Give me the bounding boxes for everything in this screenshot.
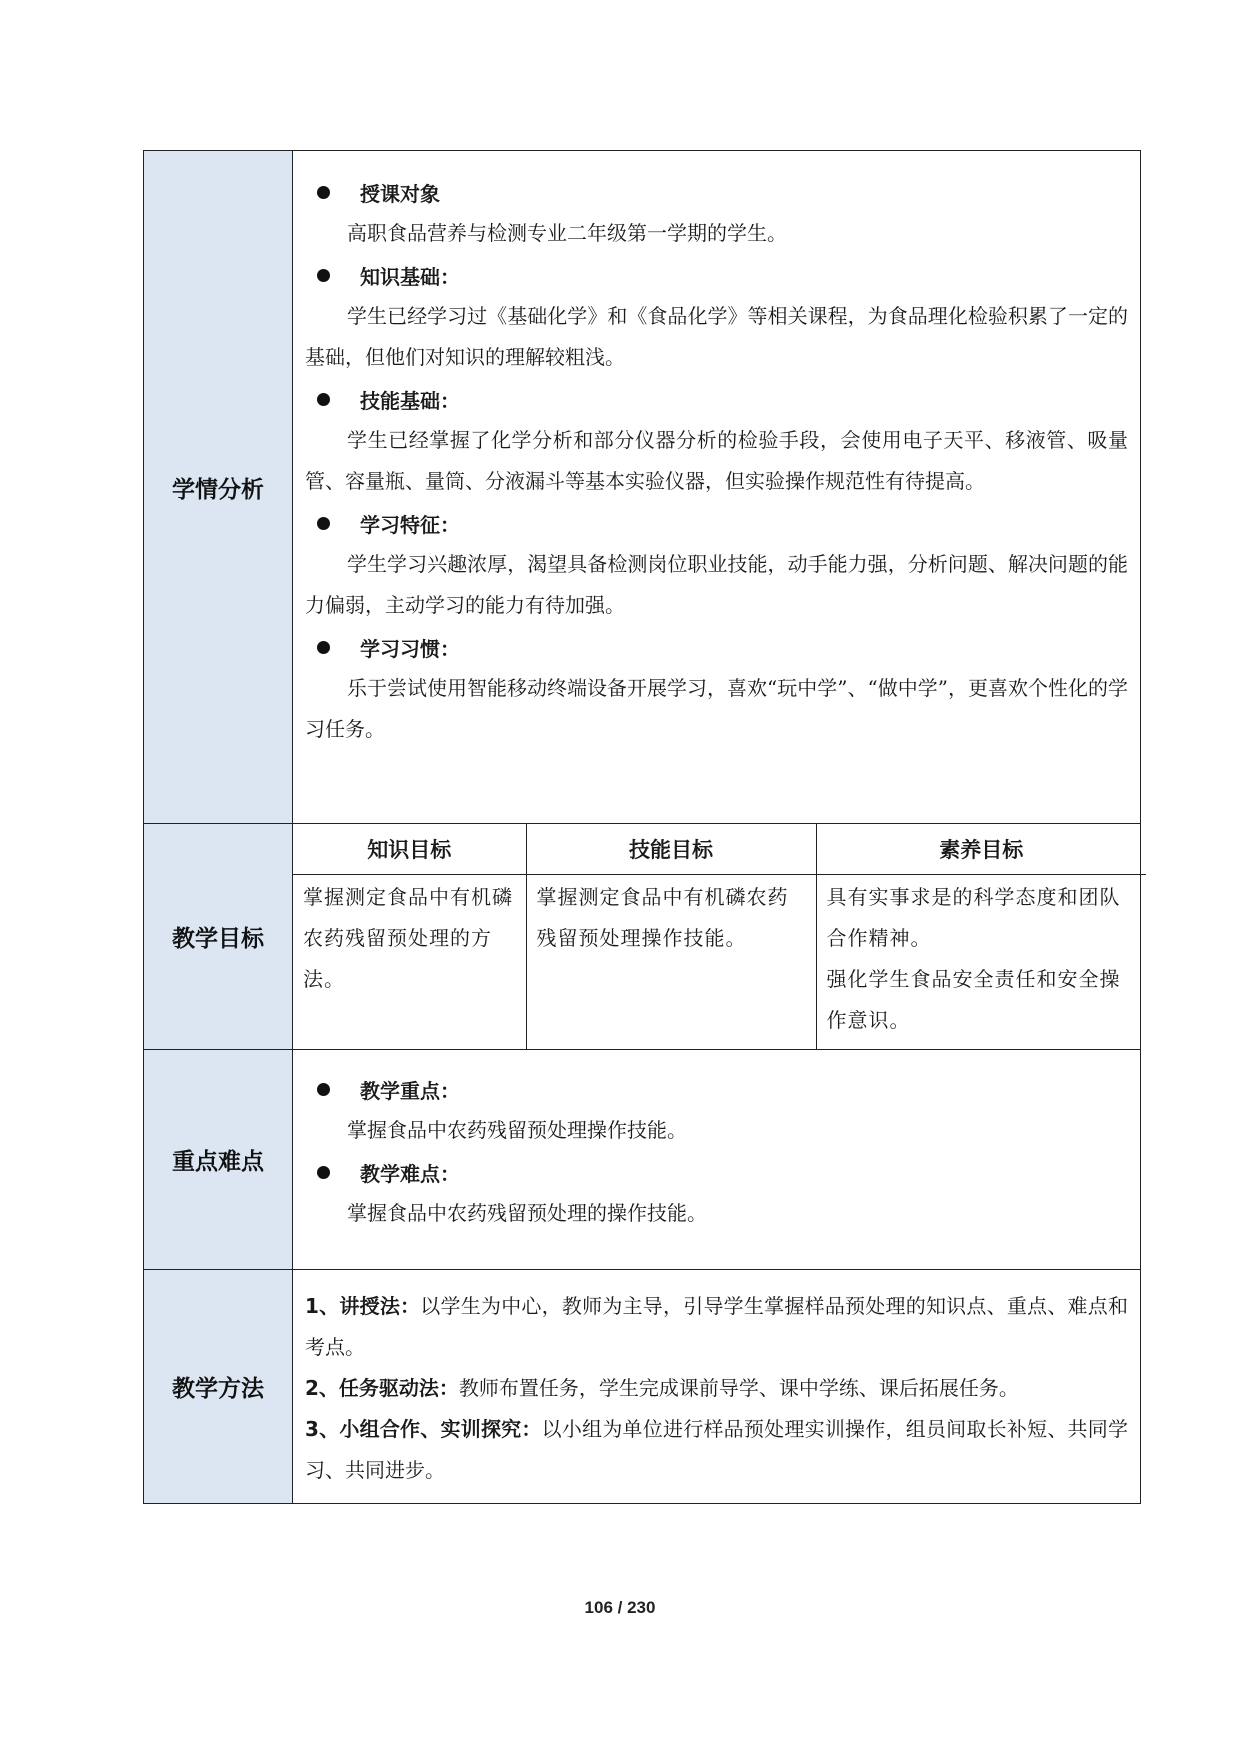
method-desc: 以学生为中心，教师为主导，引导学生掌握样品预处理的知识点、重点、难点和考点。: [305, 1294, 1128, 1359]
bullet-title: 学习习惯：: [360, 636, 460, 661]
bullet-item: [305, 1151, 1128, 1193]
bullet-item: [305, 171, 1128, 213]
skill-goal-cell: 掌握测定食品中有机磷农药残留预处理操作技能。: [526, 875, 816, 1050]
knowledge-goal-cell: 掌握测定食品中有机磷农药残留预处理的方法。: [293, 875, 526, 1050]
keypoints-label: 重点难点: [144, 1050, 293, 1270]
method-name: 1、讲授法：: [305, 1294, 421, 1318]
method-name: 2、任务驱动法：: [305, 1376, 459, 1400]
paragraph: 学生已经学习过《基础化学》和《食品化学》等相关课程，为食品理化检验积累了一定的基础，但他们对知识的理解较粗浅。: [305, 304, 1128, 369]
bullet-item: [305, 1068, 1128, 1110]
methods-row: [144, 1270, 1141, 1504]
method-desc: 以小组为单位进行样品预处理实训操作，组员间取长补短、共同学习、共同进步。: [305, 1417, 1128, 1482]
quality-goal-cell: [816, 875, 1146, 1050]
bullet-item: [305, 254, 1128, 296]
methods-label: 教学方法: [144, 1270, 293, 1504]
bullet-icon: [317, 269, 330, 282]
quality-goal-line: 具有实事求是的科学态度和团队合作精神。: [826, 885, 1121, 950]
methods-content: [293, 1270, 1141, 1504]
bullet-item: [305, 502, 1128, 544]
quality-goal-line: 强化学生食品安全责任和安全操作意识。: [826, 967, 1121, 1032]
bullet-item: [305, 626, 1128, 668]
method-item: [305, 1368, 1128, 1409]
method-item: [305, 1409, 1128, 1491]
bullet-icon: [317, 517, 330, 530]
bullet-title: 教学重点：: [360, 1078, 460, 1103]
paragraph: 掌握食品中农药残留预处理操作技能。: [347, 1118, 687, 1142]
bullet-title: 授课对象: [360, 181, 440, 206]
paragraph: 掌握食品中农药残留预处理的操作技能。: [347, 1201, 707, 1225]
knowledge-goal-header: 知识目标: [293, 824, 526, 875]
bullet-icon: [317, 393, 330, 406]
goals-label: 教学目标: [144, 824, 293, 1050]
analysis-row: [144, 151, 1141, 824]
paragraph: 学生已经掌握了化学分析和部分仪器分析的检验手段，会使用电子天平、移液管、吸量管、容量瓶、量筒、分液漏斗等基本实验仪器，但实验操作规范性有待提高。: [305, 428, 1128, 493]
bullet-title: 教学难点：: [360, 1161, 460, 1186]
bullet-title: 学习特征：: [360, 512, 460, 537]
method-name: 3、小组合作、实训探究：: [305, 1417, 542, 1441]
goals-content: [293, 824, 1141, 1050]
paragraph: 高职食品营养与检测专业二年级第一学期的学生。: [347, 221, 787, 245]
bullet-title: 技能基础：: [360, 388, 460, 413]
bullet-icon: [317, 1083, 330, 1096]
method-desc: 教师布置任务，学生完成课前导学、课中学练、课后拓展任务。: [458, 1376, 1019, 1400]
page-number: 106 / 230: [584, 1598, 656, 1617]
analysis-label: 学情分析: [144, 151, 293, 824]
bullet-icon: [317, 641, 330, 654]
paragraph: 学生学习兴趣浓厚，渴望具备检测岗位职业技能，动手能力强，分析问题、解决问题的能力偏弱，主动学习的能力有待加强。: [305, 552, 1128, 617]
analysis-content: [293, 151, 1141, 824]
bullet-icon: [317, 186, 330, 199]
bullet-title: 知识基础：: [360, 264, 460, 289]
goals-body-row: [293, 875, 1146, 1050]
goals-header-row: [293, 824, 1146, 875]
skill-goal-header: 技能目标: [526, 824, 816, 875]
bullet-item: [305, 378, 1128, 420]
goals-row: [144, 824, 1141, 1050]
paragraph: 乐于尝试使用智能移动终端设备开展学习，喜欢“玩中学”、“做中学”，更喜欢个性化的学习任务。: [305, 676, 1128, 741]
goals-table: [293, 824, 1146, 1049]
quality-goal-header: 素养目标: [816, 824, 1146, 875]
keypoints-content: [293, 1050, 1141, 1270]
bullet-icon: [317, 1166, 330, 1179]
method-item: [305, 1286, 1128, 1368]
keypoints-row: [144, 1050, 1141, 1270]
lesson-plan-table: [143, 150, 1141, 1504]
